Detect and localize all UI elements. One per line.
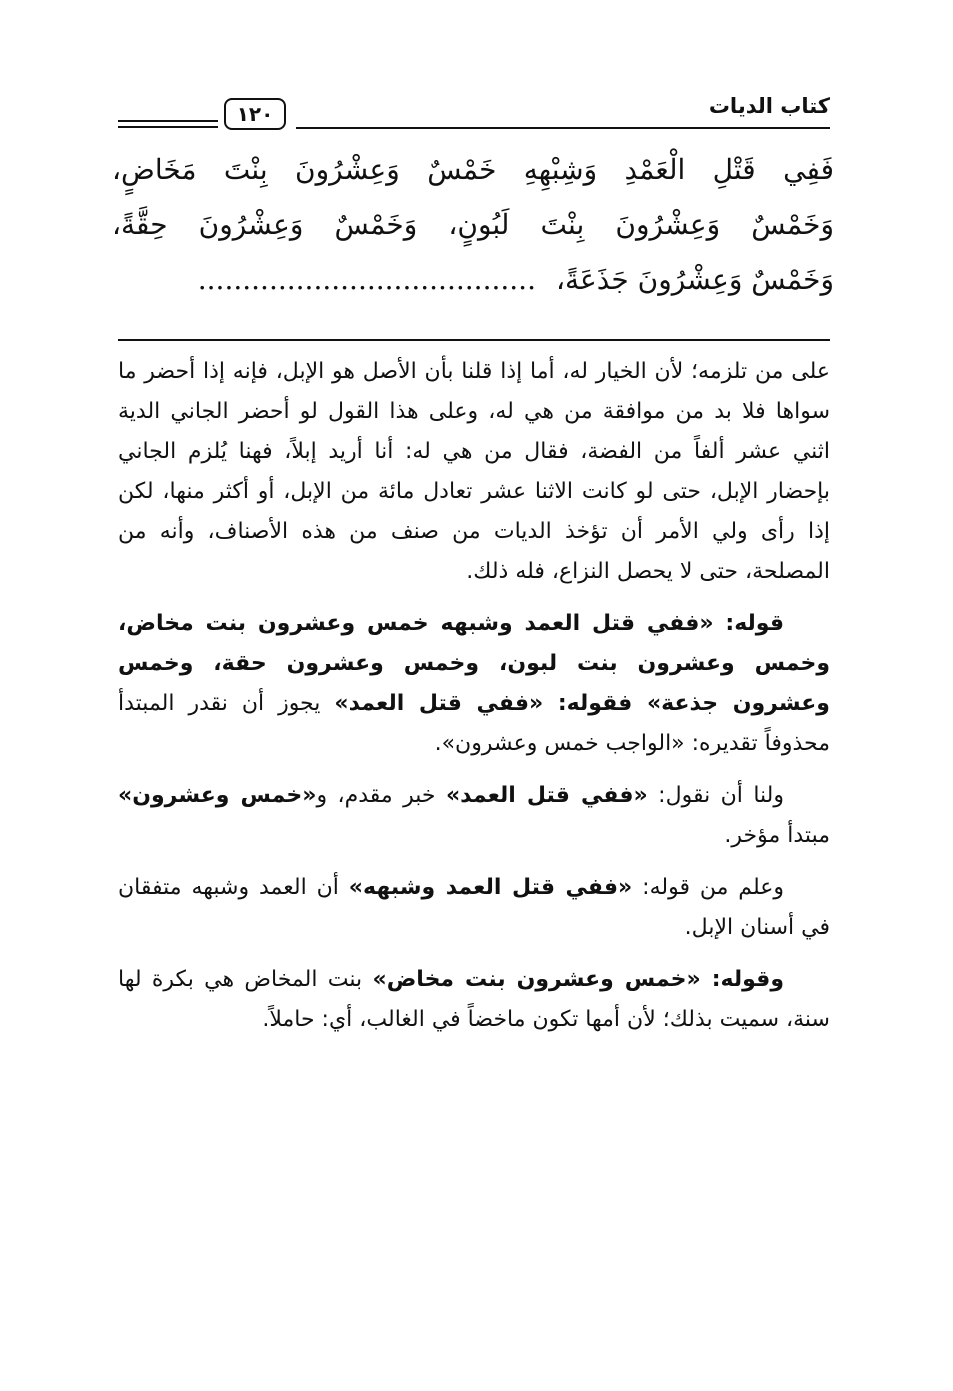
matn-separator-rule [118, 339, 830, 341]
header-rule-right [296, 127, 830, 129]
matn-ellipsis: ...................................... [197, 263, 536, 296]
p4-text-a: وعلم من قوله: [632, 875, 784, 900]
paragraph-2-text: يجوز أن نقدر المبتدأ محذوفاً تقديره: «الواجب خمس وعشرون». [118, 691, 830, 756]
running-title: كتاب الديات [708, 94, 830, 118]
matn-block [112, 142, 834, 307]
p3-text-a: ولنا أن نقول: [647, 783, 784, 808]
matn-quote: «ففي قتل العمد وشبهه خمس وعشرون بنت مخاض، وخمس وعشرون بنت لبون، وخمس وعشرون حقة، وخمس وعشرون جذعة» [118, 611, 830, 716]
commentary-paragraph-3 [118, 776, 830, 856]
header-rule-left-top [118, 120, 218, 122]
p5-label: وقوله: [700, 967, 784, 992]
p4-text-c: أن العمد وشبهه متفقان في أسنان الإبل. [118, 875, 830, 940]
matn-line-1: فَفِي قَتْلِ الْعَمْدِ وَشِبْهِهِ خَمْسٌ وَعِشْرُونَ بِنْتَ مَخَاضٍ، [112, 153, 834, 186]
matn-line-3-text: وَخَمْسٌ وَعِشْرُونَ جَذَعَةً، [555, 263, 834, 296]
commentary-paragraph-5 [118, 960, 830, 1040]
matn-line-3 [112, 252, 834, 307]
commentary-paragraph-1: على من تلزمه؛ لأن الخيار له، أما إذا قلنا بأن الأصل هو الإبل، فإنه إذا أحضر ما سواها فلا بد من موافقة من هي له، وعلى هذا القول لو أحضر الجاني الدية اثني عشر ألفاً من الفضة، فقال من هي له: أنا أريد إبلاً، فهنا يُلزم الجاني بإحضار الإبل، حتى لو كانت الاثنا عشر تعادل مائة من الإبل، أو أكثر منها، لكن إذا رأى ولي الأمر أن تؤخذ الديات من صنف من هذه الأصناف، وأنه من المصلحة، حتى لا يحصل النزاع، فله ذلك. [118, 359, 830, 584]
p3-text-c: خبر مقدم، و [316, 783, 446, 808]
qawluhu-label: قوله: [713, 611, 784, 636]
p5-text-c: بنت المخاض هي بكرة لها سنة، سميت بذلك؛ لأن أمها تكون ماخضاً في الغالب، أي: حاملاً. [118, 967, 830, 1032]
p5-quote: «خمس وعشرون بنت مخاض» [372, 967, 701, 992]
commentary-block [118, 352, 830, 1040]
commentary-paragraph-4 [118, 868, 830, 948]
p3-quote-1: «ففي قتل العمد» [445, 783, 648, 808]
p4-quote: «ففي قتل العمد وشبهه» [348, 875, 633, 900]
page-number: ١٢٠ [224, 98, 286, 130]
p3-quote-2: «خمس وعشرون» [118, 783, 317, 808]
faqawluhu-label: فقوله: [543, 691, 647, 716]
quote-fafi-qatl: «ففي قتل العمد» [334, 691, 544, 716]
matn-line-2: وَخَمْسٌ وَعِشْرُونَ بِنْتَ لَبُونٍ، وَخَمْسٌ وَعِشْرُونَ حِقَّةً، [112, 208, 834, 241]
commentary-paragraph-2 [118, 604, 830, 764]
page-header [118, 90, 830, 140]
p3-text-e: مبتدأ مؤخر. [724, 823, 830, 848]
header-rule-left-bottom [118, 126, 218, 128]
